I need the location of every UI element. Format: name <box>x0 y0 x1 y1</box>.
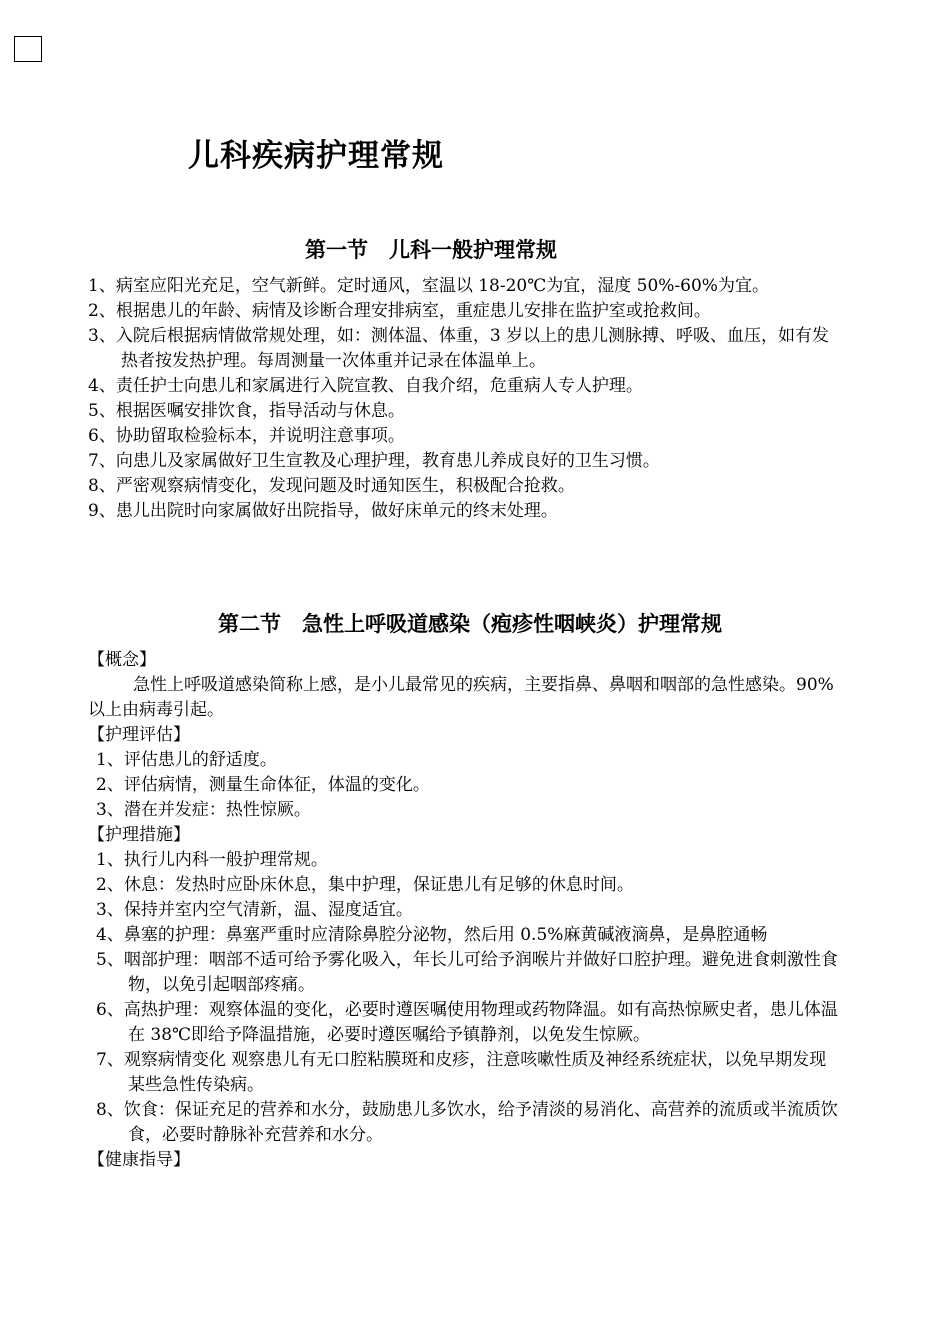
list-item: 7、观察病情变化 观察患儿有无口腔粘膜斑和皮疹，注意咳嗽性质及神经系统症状，以免早期发现某些急性传染病。 <box>96 1050 827 1095</box>
list-item: 6、协助留取检验标本，并说明注意事项。 <box>88 426 405 446</box>
concept-text: 急性上呼吸道感染简称上感，是小儿最常见的疾病，主要指鼻、鼻咽和咽部的急性感染。90%以上由病毒引起。 <box>88 675 834 720</box>
concept-heading: 【概念】 <box>88 650 156 670</box>
list-item: 4、鼻塞的护理：鼻塞严重时应清除鼻腔分泌物，然后用 0.5%麻黄碱液滴鼻，是鼻腔通畅 <box>96 925 768 945</box>
list-item: 2、评估病情，测量生命体征，体温的变化。 <box>96 775 430 795</box>
section1-list <box>88 274 838 524</box>
list-item: 1、病室应阳光充足，空气新鲜。定时通风，室温以 18-20℃为宜，湿度 50%-60%为宜。 <box>88 276 769 296</box>
assessment-heading: 【护理评估】 <box>88 725 190 745</box>
list-item: 3、保持并室内空气清新，温、湿度适宜。 <box>96 900 413 920</box>
list-item: 8、饮食：保证充足的营养和水分，鼓励患儿多饮水，给予清淡的易消化、高营养的流质或半流质饮食，必要时静脉补充营养和水分。 <box>96 1100 838 1145</box>
guidance-heading: 【健康指导】 <box>88 1150 190 1170</box>
list-item: 9、患儿出院时向家属做好出院指导，做好床单元的终末处理。 <box>88 501 558 521</box>
list-item: 7、向患儿及家属做好卫生宣教及心理护理，教育患儿养成良好的卫生习惯。 <box>88 451 660 471</box>
measures-heading: 【护理措施】 <box>88 825 190 845</box>
list-item: 1、执行儿内科一般护理常规。 <box>96 850 328 870</box>
list-item: 5、咽部护理：咽部不适可给予雾化吸入，年长儿可给予润喉片并做好口腔护理。避免进食刺激性食物，以免引起咽部疼痛。 <box>96 950 838 995</box>
list-item: 1、评估患儿的舒适度。 <box>96 750 277 770</box>
section2-title: 第二节 急性上呼吸道感染（疱疹性咽峡炎）护理常规 <box>218 611 722 636</box>
list-item: 8、严密观察病情变化，发现问题及时通知医生，积极配合抢救。 <box>88 476 575 496</box>
section2-body <box>88 648 838 1173</box>
list-item: 3、入院后根据病情做常规处理，如：测体温、体重，3 岁以上的患儿测脉搏、呼吸、血压，如有发热者按发热护理。每周测量一次体重并记录在体温单上。 <box>88 326 830 371</box>
list-item: 2、休息：发热时应卧床休息，集中护理，保证患儿有足够的休息时间。 <box>96 875 634 895</box>
list-item: 6、高热护理：观察体温的变化，必要时遵医嘱使用物理或药物降温。如有高热惊厥史者，患儿体温在 38℃即给予降温措施，必要时遵医嘱给予镇静剂，以免发生惊厥。 <box>96 1000 838 1045</box>
document-title: 儿科疾病护理常规 <box>188 138 444 174</box>
checkbox-square[interactable] <box>14 36 42 62</box>
list-item: 4、责任护士向患儿和家属进行入院宣教、自我介绍，危重病人专人护理。 <box>88 376 643 396</box>
list-item: 2、根据患儿的年龄、病情及诊断合理安排病室，重症患儿安排在监护室或抢救间。 <box>88 301 711 321</box>
list-item: 5、根据医嘱安排饮食，指导活动与休息。 <box>88 401 405 421</box>
section1-title: 第一节 儿科一般护理常规 <box>305 237 557 262</box>
list-item: 3、潜在并发症：热性惊厥。 <box>96 800 311 820</box>
